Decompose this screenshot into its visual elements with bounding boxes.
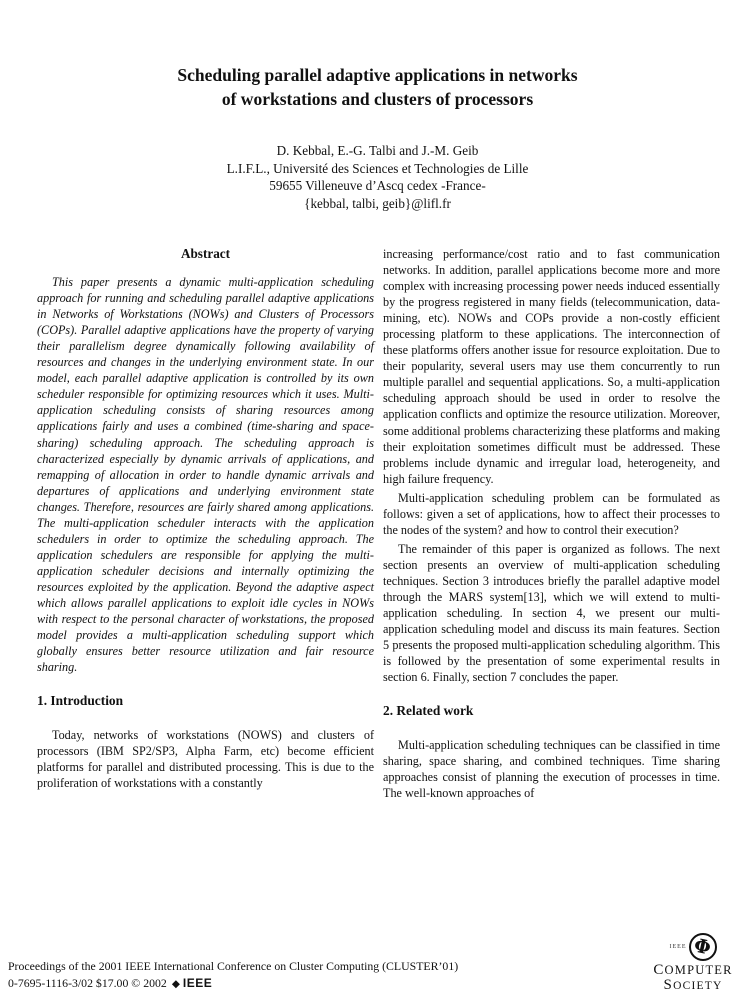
footer-ieee-label: IEEE bbox=[182, 976, 213, 990]
logo-computer-text: COMPUTER bbox=[653, 962, 733, 978]
left-column bbox=[37, 246, 374, 802]
paper-organization-paragraph: The remainder of this paper is organized as follows. The next section presents an overview of multi-application scheduling techniques. Section 3 introduces briefly the parallel adaptive model through the MARS system[13], which we will extend to multi-application scheduling. In section 4, we present our multi-application scheduling model and discuss its main features. Section 5 presents the proposed multi-application scheduling algorithm. This is followed by the presentation of some experimental results in section 6. Finally, section 7 concludes the paper. bbox=[383, 541, 720, 685]
related-work-paragraph: Multi-application scheduling techniques can be classified in time sharing, space sharing, and combined techniques. Time sharing approaches consist of planning the execution of processes in time. The well-known approaches of bbox=[383, 738, 720, 801]
footer-copyright-line bbox=[8, 975, 458, 993]
footer-proceedings-line: Proceedings of the 2001 IEEE International Conference on Cluster Computing (CLUSTER’01) bbox=[8, 959, 459, 973]
email-line: {kebbal, talbi, geib}@lifl.fr bbox=[304, 195, 451, 211]
footer bbox=[8, 958, 458, 993]
authors-block bbox=[0, 142, 755, 212]
introduction-paragraph: Today, networks of workstations (NOWS) and clusters of processors (IBM SP2/SP3, Alpha Farm, etc) become efficient platforms for parallel and distributed processing. This is due to the proliferation of workstations with a constantly bbox=[37, 728, 374, 791]
footer-copyright-text: 0-7695-1116-3/02 $17.00 © 2002 bbox=[8, 976, 167, 990]
title-line-1: Scheduling parallel adaptive applications in networks bbox=[177, 65, 578, 85]
authors-line: D. Kebbal, E.-G. Talbi and J.-M. Geib bbox=[276, 143, 479, 158]
ieee-computer-society-logo bbox=[641, 933, 745, 994]
title-line-2: of workstations and clusters of processors bbox=[221, 88, 534, 109]
introduction-continuation-paragraph: increasing performance/cost ratio and to fast communication networks. In addition, parallel applications become more and more complex with increasing processing power needs induced essentially by the progress registered in many fields (telecommunication, data-mining, etc). NOWs and COPs provide a non-costly efficient processing platform to these applications. The interconnection of these platforms offers another issue for resource exploitation. Due to their popularity, several users may use them concurrently to run multiple parallel and sequential applications. So, a multi-application scheduling approach should be used in order to resolve the application conflicts and optimize the resource utilization. Moreover, some additional problems characterizing these platforms and making their exploitation sometimes difficult must be addressed. These problems include dynamic and irregular load, heterogeneity, and high failure frequency. bbox=[383, 247, 720, 486]
abstract-text: This paper presents a dynamic multi-application scheduling approach for running and scheduling parallel adaptive applications in Networks of Workstations (NOWs) and Clusters of Processors (COPs). Parallel adaptive applications have the property of varying their parallelism degree dynamically following availability of resources and changes in the underlying environment state. In our model, each parallel adaptive application is controlled by its own scheduler responsible for optimizing resources which it uses. Multi-application scheduling consists of sharing resources among applications fairly and uses a combined (time-sharing and space-sharing) scheduling approach. The scheduling approach is characterized especially by dynamic arrivals of applications, and remapping of allocation in order to handle dynamic arrivals and departures of applications and underlying environment state changes. Therefore, resources are fairly shared among applications. The multi-application scheduler interacts with the application schedulers in order to optimize the scheduling approach. The application schedulers are responsible for applying the multi-application scheduler decisions and internally optimizing the resources exploited by the application. Beyond the adaptive aspect which allows parallel applications to exploit idle cycles in NOWs with respect to the personal character of workstations, the proposed model provides a multi-application scheduling support which globally ensures better resource utilization and fair resource sharing. bbox=[37, 275, 374, 675]
paper-header bbox=[0, 64, 755, 212]
problem-formulation-paragraph: Multi-application scheduling problem can be formulated as follows: given a set of applications, how to affect their processes to the nodes of the system? and how to control their execution? bbox=[383, 490, 720, 537]
affiliation-line: L.I.F.L., Université des Sciences et Technologies de Lille bbox=[226, 160, 529, 176]
right-column bbox=[383, 246, 720, 802]
section-heading-introduction: 1. Introduction bbox=[37, 693, 124, 709]
logo-ieee-text: IEEE bbox=[669, 944, 687, 950]
paper-title bbox=[0, 64, 755, 111]
abstract-heading: Abstract bbox=[180, 246, 231, 261]
ieee-diamond-icon: ◆ bbox=[171, 979, 180, 990]
section-heading-related-work: 2. Related work bbox=[383, 703, 474, 719]
logo-society-text: SOCIETY bbox=[663, 977, 723, 993]
logo-emblem-row bbox=[641, 933, 745, 961]
two-column-body bbox=[37, 246, 720, 802]
address-line: 59655 Villeneuve d’Ascq cedex -France- bbox=[269, 178, 486, 194]
phi-emblem-icon: Φ bbox=[689, 933, 717, 961]
